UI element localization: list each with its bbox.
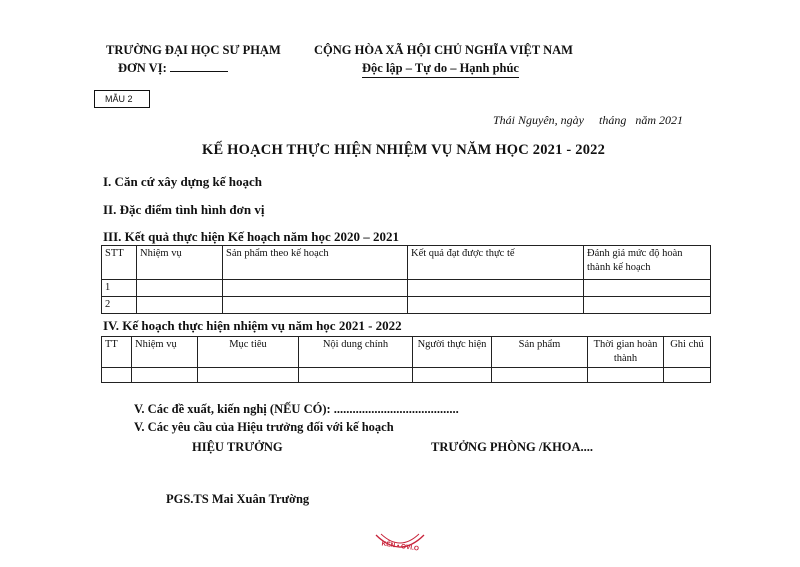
table-row	[102, 368, 711, 383]
row-number: 2	[102, 297, 137, 314]
unit-blank	[170, 61, 228, 72]
stamp-seal-icon	[372, 533, 428, 559]
col-completion-time: Thời gian hoàn thành	[588, 337, 664, 368]
col-objective: Mục tiêu	[198, 337, 299, 368]
table-cell	[492, 368, 588, 383]
col-stt: STT	[102, 246, 137, 280]
red-stamp	[372, 533, 428, 559]
section-1-heading: I. Căn cứ xây dựng kế hoạch	[103, 174, 262, 189]
unit-label-text: ĐƠN VỊ:	[118, 61, 167, 75]
section-6-heading: V. Các yêu cầu của Hiệu trưởng đối với kế hoạch	[134, 420, 394, 434]
table-cell	[408, 297, 584, 314]
col-actual-result: Kết quả đạt được thực tế	[408, 246, 584, 280]
table-cell	[137, 280, 223, 297]
table-cell	[588, 368, 664, 383]
table-cell	[584, 280, 711, 297]
col-main-content: Nội dung chính	[299, 337, 413, 368]
col-product: Sản phẩm	[492, 337, 588, 368]
table-cell	[299, 368, 413, 383]
row-number: 1	[102, 280, 137, 297]
table-cell	[664, 368, 711, 383]
results-table	[101, 245, 711, 314]
section-4-heading: IV. Kế hoạch thực hiện nhiệm vụ năm học 2021 - 2022	[103, 318, 402, 333]
document-title: KẾ HOẠCH THỰC HIỆN NHIỆM VỤ NĂM HỌC 2021 - 2022	[202, 142, 606, 158]
col-task: Nhiệm vụ	[132, 337, 198, 368]
table-cell	[223, 280, 408, 297]
col-planned-product: Sản phẩm theo kế hoạch	[223, 246, 408, 280]
table-row	[102, 297, 711, 314]
col-evaluation: Đánh giá mức độ hoàn thành kế hoạch	[584, 246, 711, 280]
table-cell	[137, 297, 223, 314]
motto: Độc lập – Tự do – Hạnh phúc	[362, 61, 519, 78]
results-table-header	[102, 246, 711, 280]
rector-title: HIỆU TRƯỞNG	[192, 440, 283, 454]
school-name: TRƯỜNG ĐẠI HỌC SƯ PHẠM	[106, 43, 281, 57]
table-cell	[102, 368, 132, 383]
section-2-heading: II. Đặc điểm tình hình đơn vị	[103, 202, 265, 217]
col-implementer: Người thực hiện	[413, 337, 492, 368]
table-cell	[223, 297, 408, 314]
col-task: Nhiệm vụ	[137, 246, 223, 280]
plan-table-header	[102, 337, 711, 368]
rector-name: PGS.TS Mai Xuân Trường	[166, 492, 310, 506]
table-cell	[198, 368, 299, 383]
col-notes: Ghi chú	[664, 337, 711, 368]
svg-text:KÊN • OVI.O: KÊN • OVI.O	[381, 540, 420, 553]
dept-head-title: TRƯỞNG PHÒNG /KHOA....	[431, 440, 594, 454]
table-row	[102, 280, 711, 297]
section-5-heading: V. Các đề xuất, kiến nghị (NẾU CÓ): ........................................	[134, 402, 459, 416]
republic-name: CỘNG HÒA XÃ HỘI CHỦ NGHĨA VIỆT NAM	[314, 43, 573, 57]
plan-table	[101, 336, 711, 383]
table-cell	[132, 368, 198, 383]
table-cell	[413, 368, 492, 383]
unit-label	[118, 61, 228, 76]
section-3-heading: III. Kết quả thực hiện Kế hoạch năm học 2020 – 2021	[103, 229, 399, 244]
table-cell	[584, 297, 711, 314]
col-tt: TT	[102, 337, 132, 368]
table-cell	[408, 280, 584, 297]
form-code-box: MẪU 2	[94, 90, 150, 108]
place-date: Thái Nguyên, ngày tháng năm 2021	[493, 113, 683, 127]
